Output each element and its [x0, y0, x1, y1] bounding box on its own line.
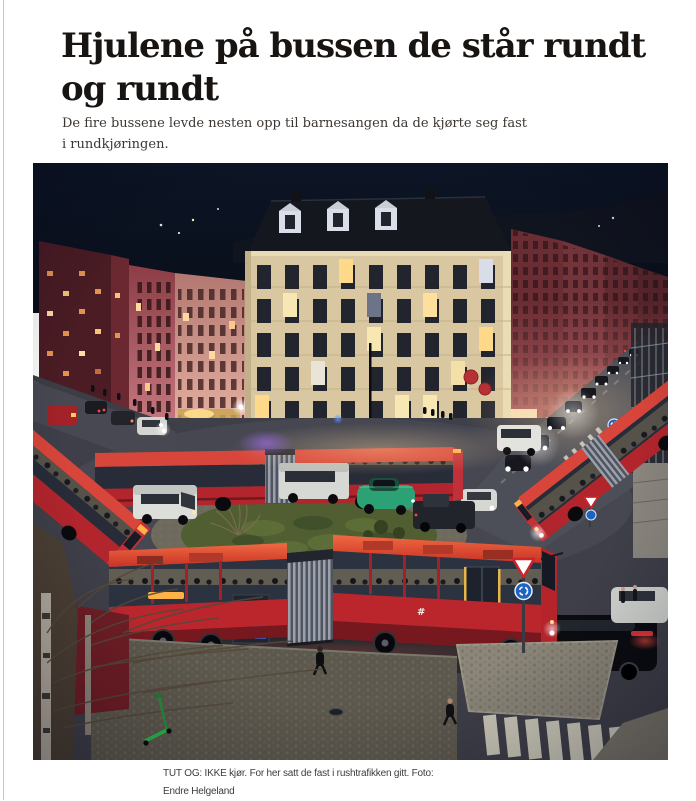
standfirst-line-2: i rundkjøringen. — [62, 137, 169, 152]
caption-line-1: TUT OG: IKKE kjør. For her satt de fast i rushtrafikken gitt. Foto: — [163, 768, 434, 779]
caption-line-2: Endre Helgeland — [163, 786, 235, 797]
article-standfirst — [62, 113, 622, 155]
light-glows — [33, 163, 668, 760]
headline-line-1: Hjulene på bussen de står rundt — [61, 25, 646, 66]
photo-illustration — [33, 163, 668, 760]
headline-line-2: og rundt — [61, 68, 219, 109]
article-headline — [61, 25, 661, 111]
article-photo[interactable] — [33, 163, 668, 760]
standfirst-line-1: De fire bussene levde nesten opp til barnesangen da de kjørte seg fast — [62, 116, 527, 131]
page-left-rule — [3, 0, 4, 800]
photo-caption — [163, 765, 643, 801]
